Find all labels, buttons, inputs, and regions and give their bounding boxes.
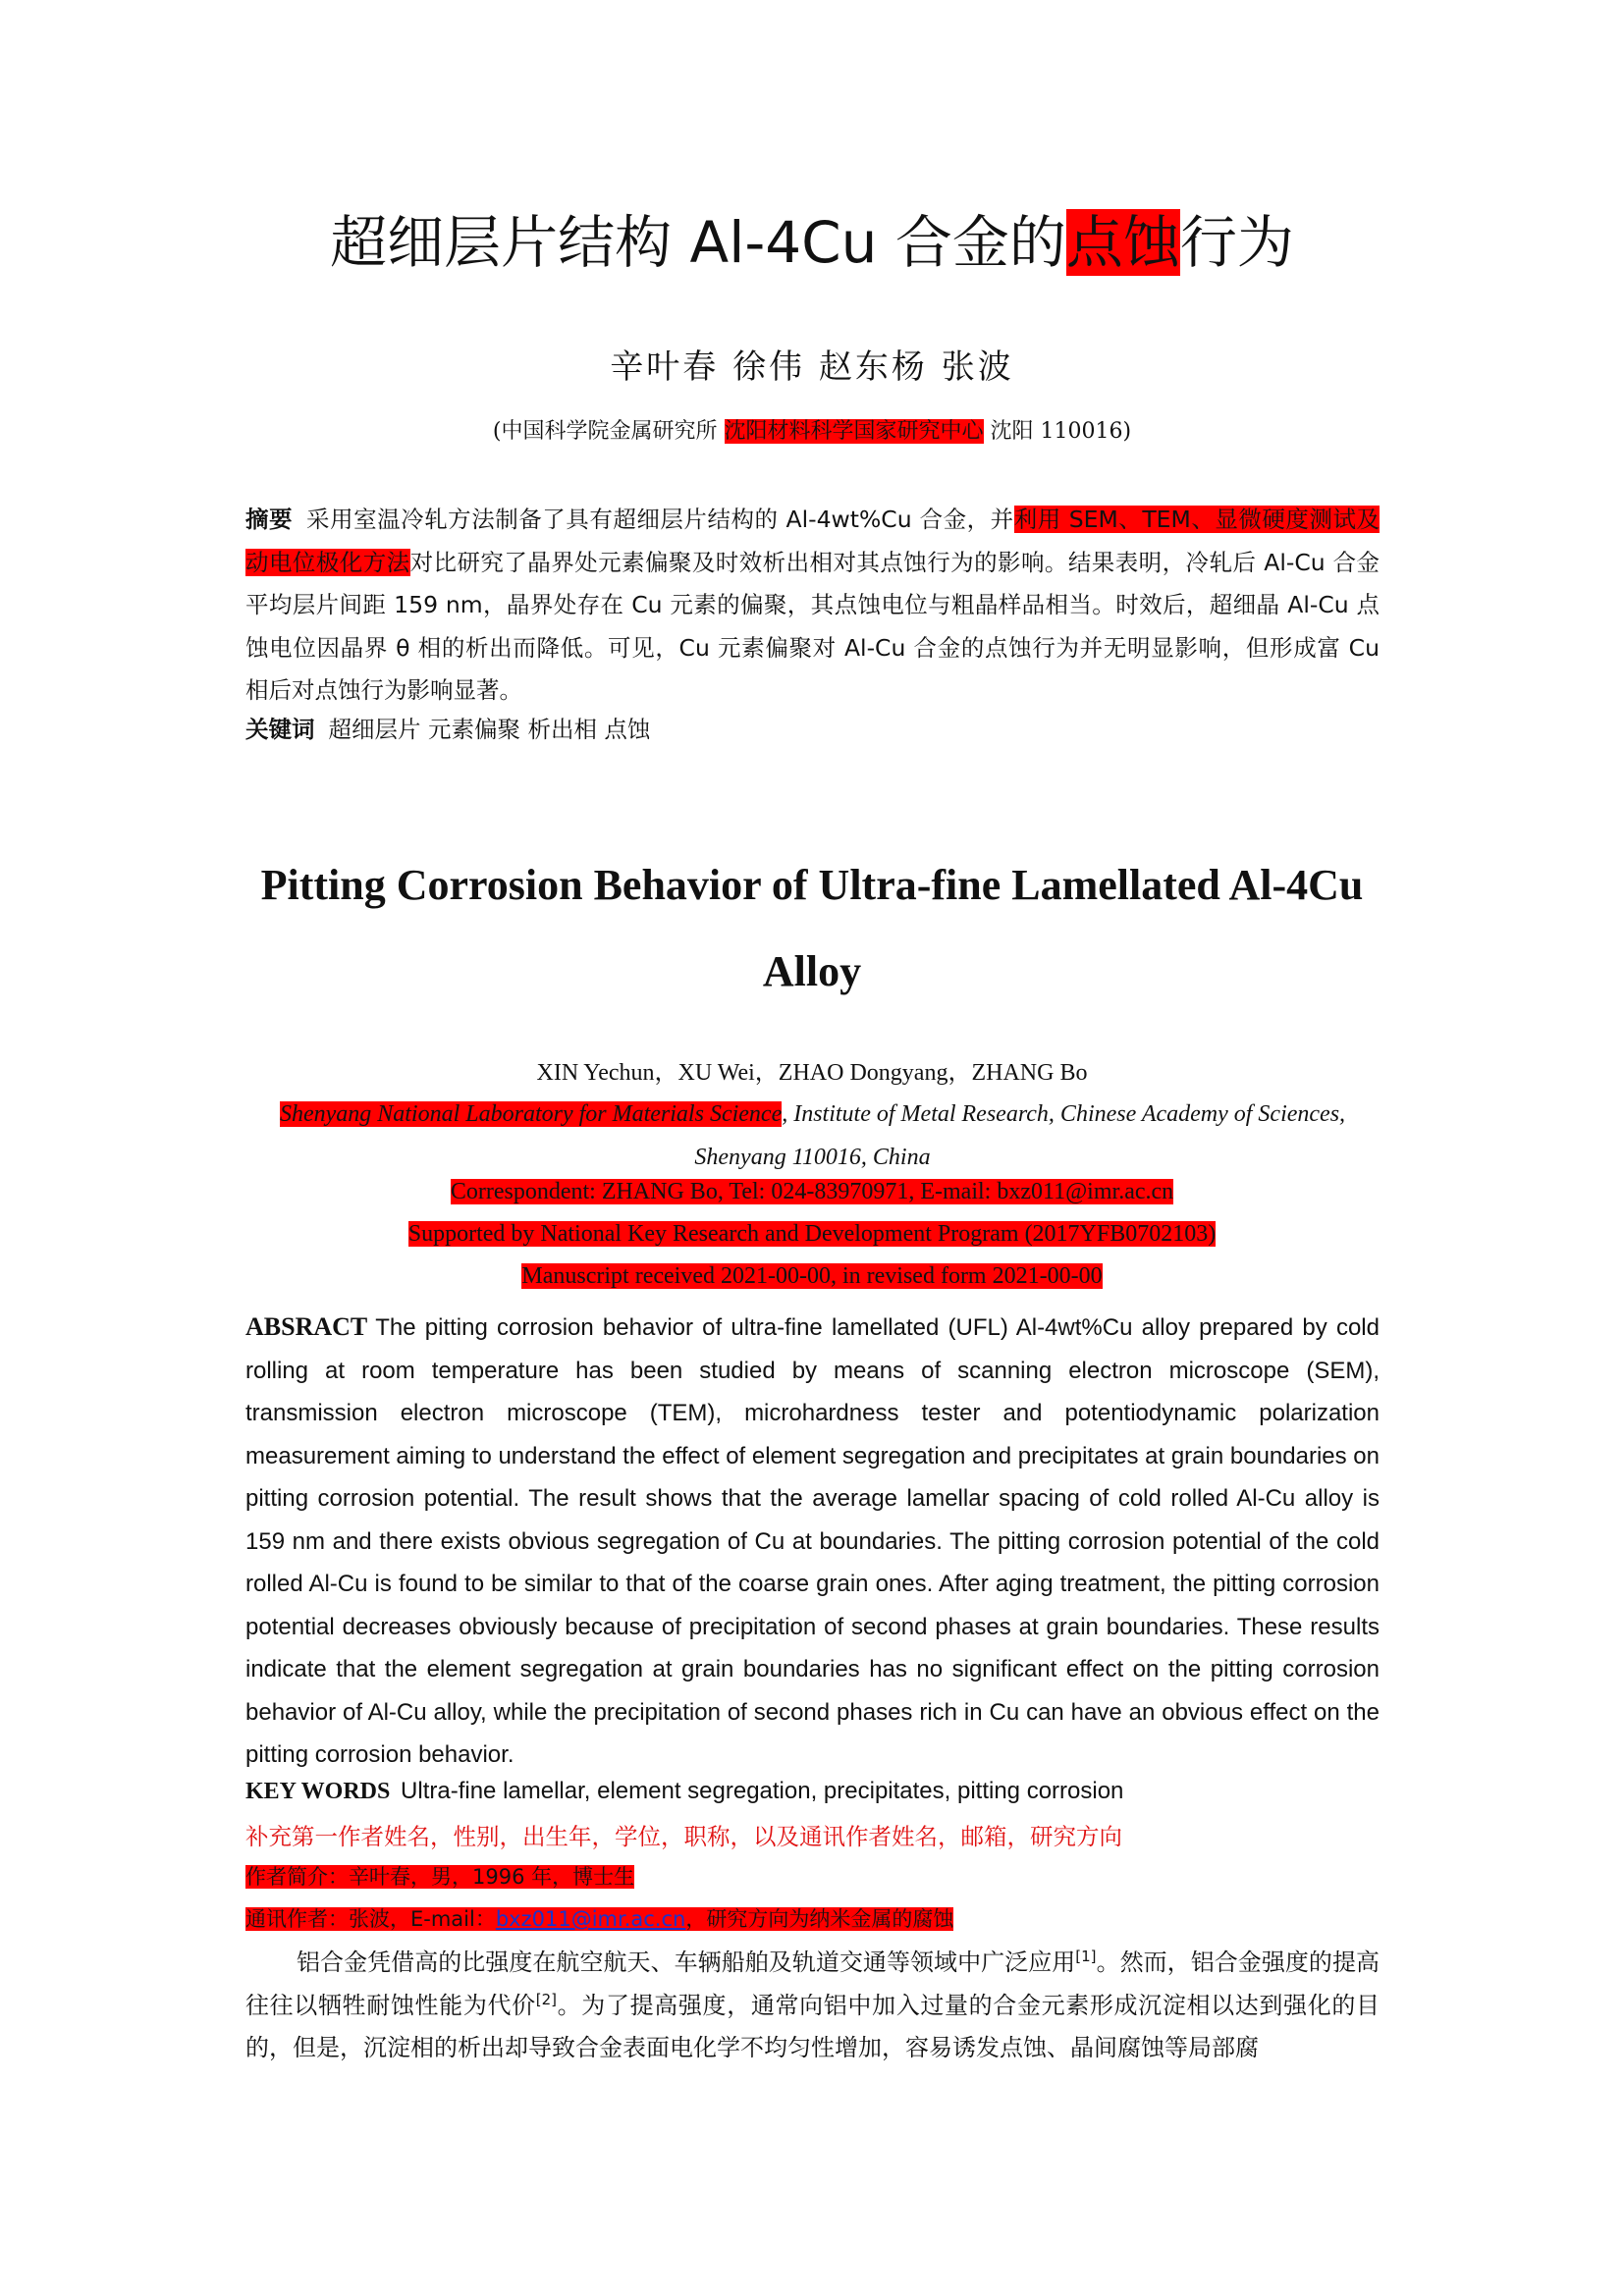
chinese-title: [0, 196, 1624, 279]
manuscript-text: Manuscript received 2021-00-00, in revised form 2021-00-00: [521, 1263, 1103, 1289]
correspondent-text: Correspondent: ZHANG Bo, Tel: 024-83970971, E-mail: bxz011@imr.ac.cn: [450, 1179, 1174, 1204]
note-corresponding-author: [245, 1903, 953, 1933]
correspondent-line: [0, 1179, 1624, 1205]
title-highlight: 点蚀: [1065, 209, 1180, 276]
note-supplement: 补充第一作者姓名，性别，出生年，学位，职称，以及通讯作者姓名，邮箱，研究方向: [245, 1823, 1122, 1850]
english-authors: XIN Yechun，XU Wei，ZHAO Dongyang，ZHANG Bo: [536, 1060, 1088, 1086]
title-text: 超细层片结构 Al-4Cu 合金的: [330, 209, 1066, 276]
chinese-keywords: [245, 713, 1380, 746]
abstract-text: 采用室温冷轧方法制备了具有超细层片结构的 Al-4wt%Cu 合金，并: [306, 506, 1014, 533]
body-paragraph: [245, 1942, 1380, 2070]
english-title: Pitting Corrosion Behavior of Ultra-fine Lamellated Al-4Cu Alloy: [260, 861, 1364, 995]
note-first-author: [245, 1861, 634, 1891]
chinese-abstract: [245, 499, 1380, 713]
supported-by-line: [0, 1221, 1624, 1248]
english-abstract-text: The pitting corrosion behavior of ultra-fine lamellated (UFL) Al-4wt%Cu alloy prepared by cold rolling at room temperature has been studied by means of scanning electron microscope (SEM), transmission electron microscope (TEM), microhardness tester and potentiodynamic polarization measurement aiming to understand the effect of element segregation and precipitates at grain boundaries on pitting corrosion potential. The result shows that the average lamellar spacing of cold rolled Al-Cu alloy is 159 nm and there exists obvious segregation of Cu at boundaries. The pitting corrosion potential of the cold rolled Al-Cu is found to be similar to that of the coarse grain ones. After aging treatment, the pitting corrosion potential decreases obviously because of precipitation of second phases at grain boundaries. These results indicate that the element segregation at grain boundaries has no significant effect on the pitting corrosion behavior of Al-Cu alloy, while the precipitation of second phases rich in Cu can have an obvious effect on the pitting corrosion behavior.: [245, 1314, 1380, 1768]
affiliation-highlight: 沈阳材料科学国家研究中心: [724, 419, 984, 444]
keywords-text: 超细层片 元素偏聚 析出相 点蚀: [328, 716, 651, 743]
citation-1[interactable]: [1]: [1075, 1948, 1097, 1965]
english-abstract: [245, 1306, 1380, 1777]
body-text-1: 铝合金凭借高的比强度在航空航天、车辆船舶及轨道交通等领域中广泛应用: [297, 1949, 1076, 1976]
abstract-text-cont: 对比研究了晶界处元素偏聚及时效析出相对其点蚀行为的影响。结果表明，冷轧后 Al-Cu 合金平均层片间距 159 nm，晶界处存在 Cu 元素的偏聚，其点蚀电位与粗晶样品相当。时效后，超细晶 Al-Cu 点蚀电位因晶界 θ 相的析出而降低。可见，Cu 元素偏聚对 Al-Cu 合金的点蚀行为并无明显影响，但形成富 Cu 相后对点蚀行为影响显著。: [245, 548, 1380, 704]
email-link[interactable]: bxz011@imr.ac.cn: [495, 1907, 686, 1931]
citation-2[interactable]: [2]: [535, 1990, 558, 2008]
abstract-label: 摘要: [245, 506, 294, 533]
chinese-affiliation: [0, 414, 1624, 445]
title-text-end: 行为: [1179, 209, 1294, 276]
english-keywords-label: KEY WORDS: [245, 1779, 391, 1804]
english-keywords-text: Ultra-fine lamellar, element segregation, precipitates, pitting corrosion: [401, 1778, 1124, 1804]
english-affiliation: [245, 1094, 1380, 1179]
first-author-text: 作者简介：辛叶春，男，1996 年，博士生: [245, 1865, 635, 1889]
corresponding-highlight: [245, 1907, 953, 1931]
abstract-highlight: 利用 SEM、TEM、显微硬度测试及动电位极化方法: [245, 506, 1380, 576]
affiliation-open: (中国科学院金属研究所: [492, 419, 725, 444]
english-keywords: [245, 1775, 1380, 1808]
supported-by-text: Supported by National Key Research and Development Program (2017YFB0702103): [407, 1221, 1217, 1247]
keywords-label: 关键词: [245, 716, 315, 743]
manuscript-line: [0, 1263, 1624, 1290]
english-abstract-label: ABSRACT: [245, 1312, 368, 1341]
corresponding-suffix: ，研究方向为纳米金属的腐蚀: [685, 1907, 954, 1931]
chinese-authors: 辛叶春 徐伟 赵东杨 张波: [610, 347, 1014, 387]
body-text-2: 。然而，铝合金强度的提高往往以牺牲耐蚀性能为代价: [245, 1949, 1380, 2019]
body-text-3: 。为了提高强度，通常向铝中加入过量的合金元素形成沉淀相以达到强化的目的，但是，沉淀相的析出却导致合金表面电化学不均匀性增加，容易诱发点蚀、晶间腐蚀等局部腐: [245, 1991, 1380, 2061]
corresponding-prefix: 通讯作者：张波，E-mail：: [245, 1907, 496, 1931]
affiliation-close: 沈阳 110016): [983, 419, 1132, 444]
affiliation-institute: , Institute of Metal Research, Chinese Academy of Sciences, Shenyang 110016, China: [694, 1101, 1346, 1170]
affiliation-lab-highlight: Shenyang National Laboratory for Materials Science: [279, 1101, 783, 1127]
